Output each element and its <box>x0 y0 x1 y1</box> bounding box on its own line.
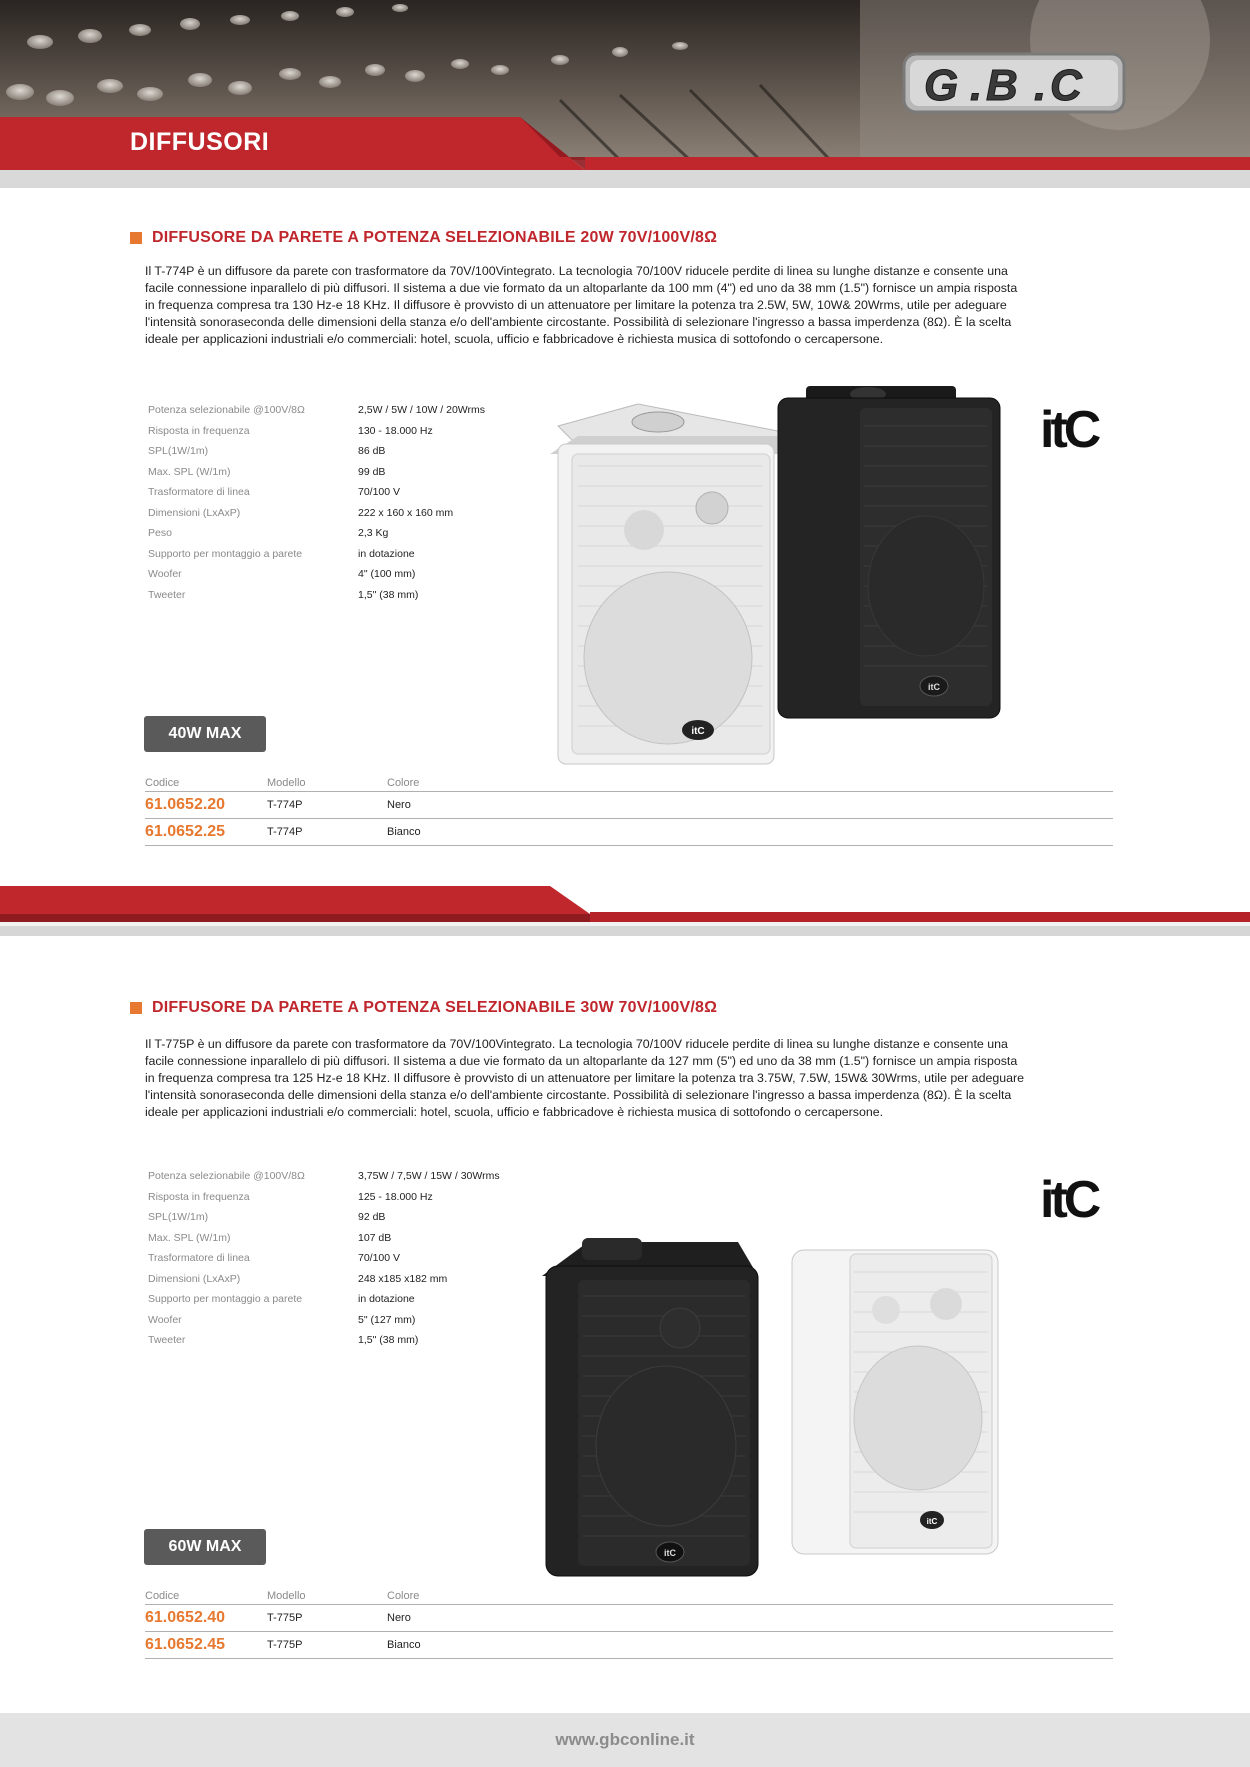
description-line: facile connessione inparallelo di più diffusori. Il sistema a due vie formato da un altoparlante da 100 mm (4") ed uno da 38 mm (1.5") fornisce un ampia risposta <box>145 281 1018 295</box>
svg-text:G: G <box>924 61 959 110</box>
spec-row: Peso 2,3 Kg <box>148 527 389 540</box>
spec-row: Trasformatore di linea 70/100 V <box>148 1252 401 1265</box>
svg-text:B: B <box>986 61 1018 110</box>
spec-row: SPL(1W/1m) 86 dB <box>148 445 386 458</box>
table-row: 61.0652.25 T-774P Bianco <box>145 819 1113 846</box>
table-row: 61.0652.40 T-775P Nero <box>145 1605 1113 1632</box>
website-link[interactable]: www.gbconline.it <box>555 1730 695 1749</box>
section-2-heading: DIFFUSORE DA PARETE A POTENZA SELEZIONABILE 30W 70V/100V/8Ω <box>130 999 717 1017</box>
itc-logo: itC <box>1040 401 1098 459</box>
bullet-square-icon <box>130 1002 142 1014</box>
spec-row: Dimensioni (LxAxP) 248 x185 x182 mm <box>148 1272 448 1285</box>
section-1-codes-table <box>145 774 1113 846</box>
svg-text:C: C <box>1050 61 1082 110</box>
speaker-black-image <box>776 386 1004 722</box>
speaker-brand-label: itC <box>928 682 940 692</box>
speaker-white-image <box>548 396 780 768</box>
speaker-white-image <box>790 1248 1002 1558</box>
codes-header-row: Codice Modello Colore <box>145 1587 1113 1605</box>
spec-row: Tweeter 1,5" (38 mm) <box>148 1334 419 1347</box>
codes-header-row: Codice Modello Colore <box>145 774 1113 792</box>
description-line: facile connessione inparallelo di più diffusori. Il sistema a due vie formato da un altoparlante da 127 mm (5") ed uno da 38 mm (1.5") fornisce un ampia risposta <box>145 1054 1018 1068</box>
spec-row: Potenza selezionabile @100V/8Ω 2,5W / 5W / 10W / 20Wrms <box>148 404 485 417</box>
spec-row: Woofer 5" (127 mm) <box>148 1313 416 1326</box>
gbc-logo <box>902 52 1126 114</box>
spec-row: Trasformatore di linea 70/100 V <box>148 486 401 499</box>
spec-row: Dimensioni (LxAxP) 222 x 160 x 160 mm <box>148 506 454 519</box>
description-line: ideale per applicazioni industriali e/o commerciali: hotel, scuola, ufficio e fabbricadove è richiesta musica di sottofondo o cercapersone. <box>145 332 884 346</box>
svg-text:.: . <box>1034 61 1047 110</box>
spec-row: Supporto per montaggio a parete in dotazione <box>148 547 415 560</box>
speaker-brand-label: itC <box>664 1548 676 1558</box>
spec-row: Risposta in frequenza 130 - 18.000 Hz <box>148 424 433 437</box>
footer <box>0 1713 1250 1767</box>
header-grey-strip <box>0 170 1250 188</box>
description-line: ideale per applicazioni industriali e/o commerciali: hotel, scuola, ufficio e fabbricadove è richiesta musica di sottofondo o cercapersone. <box>145 1105 884 1119</box>
section-1-specs-table <box>148 400 548 605</box>
section-2-description <box>145 1036 1095 1121</box>
section-2-codes-table <box>145 1587 1113 1659</box>
header-banner <box>0 0 1250 190</box>
bullet-square-icon <box>130 232 142 244</box>
description-line: l'intensità sonoraseconda delle dimensioni della stanza e/o dell'ambiente circostante. Possibilità di selezionare l'ingresso a bassa imperdenza (8Ω). È la scelta <box>145 315 1012 329</box>
section-2-specs-table <box>148 1166 548 1351</box>
section-divider <box>0 886 1250 942</box>
description-line: l'intensità sonoraseconda delle dimensioni della stanza e/o dell'ambiente circostante. Possibilità di selezionare l'ingresso a bassa imperdenza (8Ω). È la scelta <box>145 1088 1012 1102</box>
spec-row: Max. SPL (W/1m) 99 dB <box>148 465 386 478</box>
page-title: DIFFUSORI <box>130 128 270 156</box>
speaker-brand-label: itC <box>691 726 705 737</box>
spec-row: Potenza selezionabile @100V/8Ω 3,75W / 7,5W / 15W / 30Wrms <box>148 1170 500 1183</box>
power-badge: 60W MAX <box>144 1529 266 1565</box>
speaker-brand-label: itC <box>926 1517 938 1526</box>
spec-row: Risposta in frequenza 125 - 18.000 Hz <box>148 1190 433 1203</box>
itc-logo: itC <box>1040 1171 1098 1229</box>
description-line: in frequenza compresa tra 130 Hz-e 18 KHz. Il diffusore è provvisto di un attenuatore per limitare la potenza tra 2.5W, 5W, 10W& 20Wrms, utile per adeguare <box>145 298 1007 312</box>
description-line: Il T-775P è un diffusore da parete con trasformatore da 70V/100Vintegrato. La tecnologia 70/100V riducele perdite di linea su lunghe distanze e consente una <box>145 1037 1008 1051</box>
section-1-description <box>145 263 1095 348</box>
spec-row: SPL(1W/1m) 92 dB <box>148 1211 386 1224</box>
spec-row: Tweeter 1,5" (38 mm) <box>148 588 419 601</box>
spec-row: Supporto per montaggio a parete in dotazione <box>148 1293 415 1306</box>
description-line: Il T-774P è un diffusore da parete con trasformatore da 70V/100Vintegrato. La tecnologia 70/100V riducele perdite di linea su lunghe distanze e consente una <box>145 264 1008 278</box>
speaker-black-image <box>538 1236 762 1580</box>
spec-row: Max. SPL (W/1m) 107 dB <box>148 1231 392 1244</box>
spec-row: Woofer 4" (100 mm) <box>148 568 416 581</box>
table-row: 61.0652.45 T-775P Bianco <box>145 1632 1113 1659</box>
description-line: in frequenza compresa tra 125 Hz-e 18 KHz. Il diffusore è provvisto di un attenuatore per limitare la potenza tra 3.75W, 7.5W, 15W& 30Wrms, utile per adeguare <box>145 1071 1025 1085</box>
power-badge: 40W MAX <box>144 716 266 752</box>
svg-text:.: . <box>970 61 983 110</box>
section-1-heading: DIFFUSORE DA PARETE A POTENZA SELEZIONABILE 20W 70V/100V/8Ω <box>130 229 717 247</box>
table-row: 61.0652.20 T-774P Nero <box>145 792 1113 819</box>
